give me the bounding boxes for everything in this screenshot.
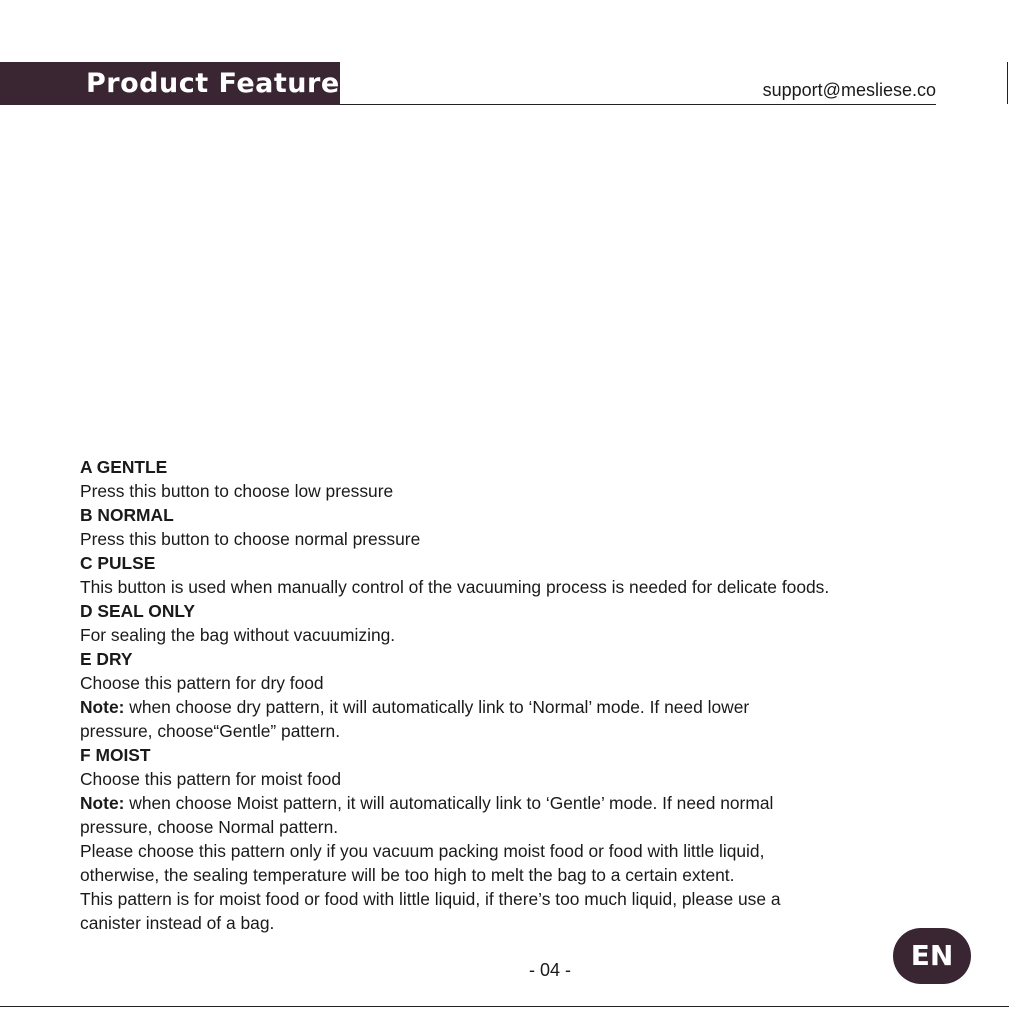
feature-text-moist: Choose this pattern for moist food [80, 769, 341, 789]
feature-heading-normal: B NORMAL [80, 505, 174, 525]
feature-note-dry [80, 695, 960, 719]
page-edge-line [1007, 62, 1008, 104]
page-number: - 04 - [528, 960, 571, 980]
feature-extra-line: otherwise, the sealing temperature will be too high to melt the bag to a certain extent. [80, 865, 735, 885]
page-title: Product Features [86, 68, 357, 99]
feature-heading-gentle: A GENTLE [80, 457, 168, 477]
feature-text-dry: Choose this pattern for dry food [80, 673, 324, 693]
feature-note-dry-cont: pressure, choose“Gentle” pattern. [80, 721, 341, 741]
feature-heading-pulse: C PULSE [80, 553, 156, 573]
note-label: Note: [80, 697, 125, 717]
feature-text-pulse: This button is used when manually control of the vacuuming process is needed for delicate foods. [80, 577, 830, 597]
note-text: when choose dry pattern, it will automatically link to ‘Normal’ mode. If need lower [124, 697, 750, 717]
language-badge: EN [893, 928, 971, 984]
header-divider [340, 104, 936, 105]
feature-note-moist [80, 791, 960, 815]
feature-extra-line: canister instead of a bag. [80, 913, 275, 933]
feature-heading-seal-only: D SEAL ONLY [80, 601, 195, 621]
support-email: support@mesliese.co [762, 80, 936, 100]
feature-text-gentle: Press this button to choose low pressure [80, 481, 394, 501]
feature-extra-line: Please choose this pattern only if you vacuum packing moist food or food with little liquid, [80, 841, 765, 861]
feature-text-seal-only: For sealing the bag without vacuumizing. [80, 625, 396, 645]
feature-extra-line: This pattern is for moist food or food with little liquid, if there’s too much liquid, please use a [80, 889, 781, 909]
feature-text-normal: Press this button to choose normal pressure [80, 529, 421, 549]
feature-note-moist-cont: pressure, choose Normal pattern. [80, 817, 339, 837]
note-text: when choose Moist pattern, it will automatically link to ‘Gentle’ mode. If need normal [124, 793, 774, 813]
feature-list [80, 455, 960, 935]
note-label: Note: [80, 793, 125, 813]
feature-heading-moist: F MOIST [80, 745, 151, 765]
feature-heading-dry: E DRY [80, 649, 133, 669]
bottom-divider [0, 1006, 1009, 1007]
